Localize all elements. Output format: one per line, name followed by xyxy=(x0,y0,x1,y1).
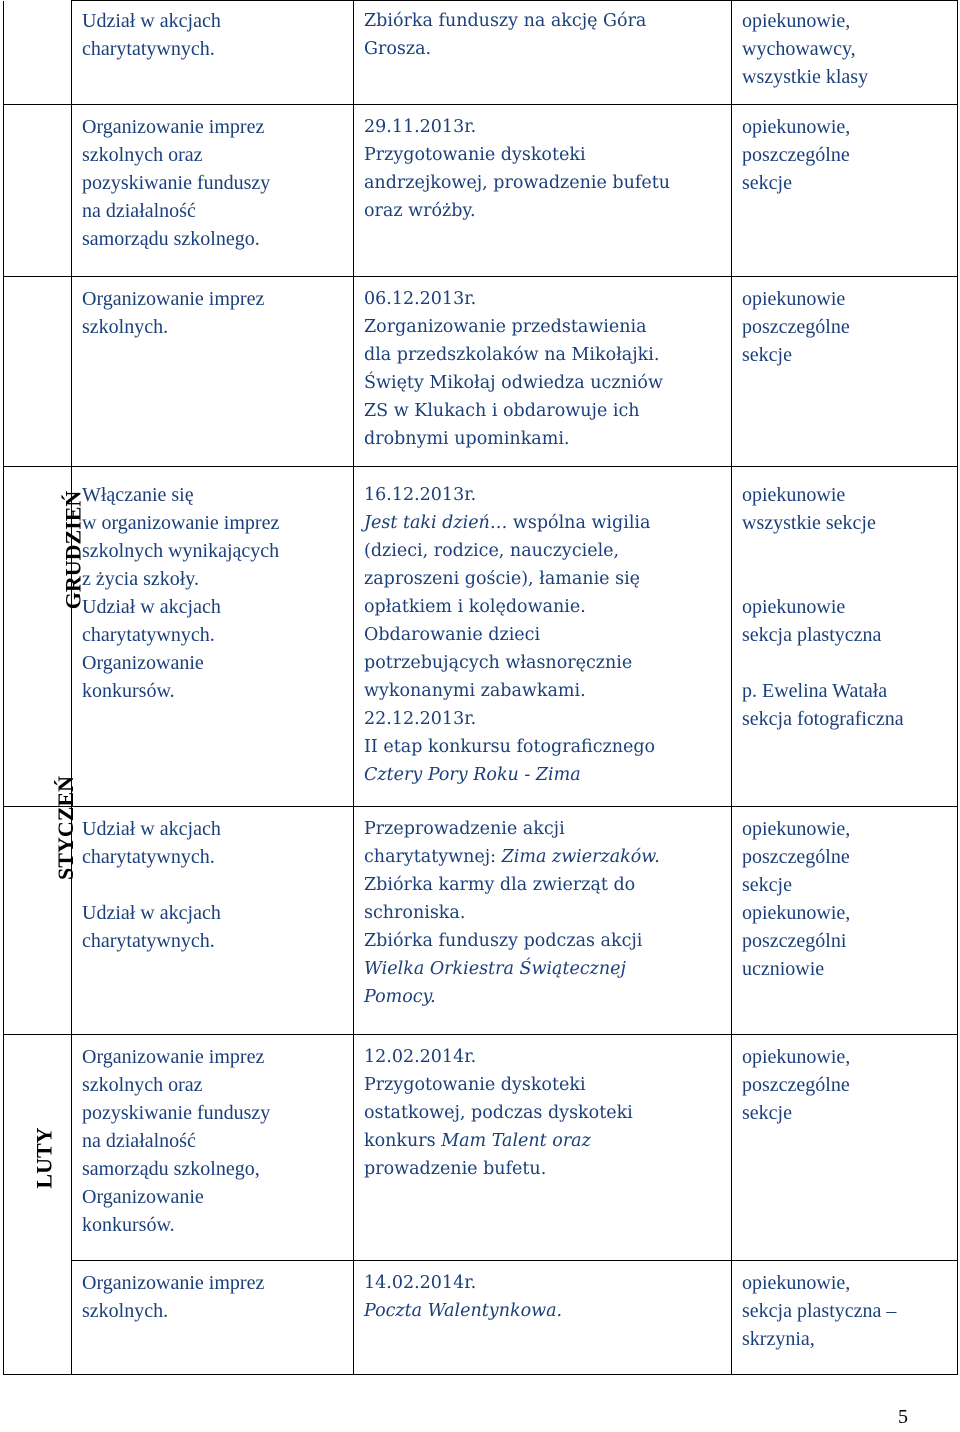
task-cell xyxy=(354,807,732,1035)
task-text xyxy=(364,955,721,983)
task-text: Przygotowanie dyskoteki xyxy=(364,145,586,165)
resp-text: sekcje xyxy=(742,344,792,366)
task-text-rest: wspólna wigilia xyxy=(507,513,651,533)
task-date: 22.12.2013r. xyxy=(364,709,477,729)
goal-text: Udział w akcjach xyxy=(82,10,221,32)
resp-text: skrzynia, xyxy=(742,1328,815,1350)
goal-cell xyxy=(72,1261,354,1375)
task-text-plain: charytatywnej: xyxy=(364,847,502,867)
goal-text: z życia szkoły. xyxy=(82,568,199,590)
resp-text: poszczególne xyxy=(742,846,850,868)
resp-text: sekcja fotograficzna xyxy=(742,708,904,730)
goal-text: Włączanie się xyxy=(82,484,194,506)
goal-text: Udział w akcjach xyxy=(82,818,221,840)
resp-cell xyxy=(732,467,958,807)
task-text xyxy=(364,509,721,537)
table-row xyxy=(4,1035,958,1261)
task-text xyxy=(364,761,721,789)
event-title: Pomocy. xyxy=(364,987,436,1007)
resp-text: poszczególne xyxy=(742,316,850,338)
task-text: andrzejkowej, prowadzenie bufetu xyxy=(364,173,670,193)
task-cell xyxy=(354,1261,732,1375)
goal-text: szkolnych wynikających xyxy=(82,540,280,562)
resp-cell xyxy=(732,277,958,467)
goal-text: charytatywnych. xyxy=(82,846,215,868)
goal-text: charytatywnych. xyxy=(82,38,215,60)
month-cell xyxy=(4,776,78,1035)
task-text: Zbiórka karmy dla zwierząt do xyxy=(364,875,636,895)
goal-cell xyxy=(72,1035,354,1261)
resp-text: wychowawcy, xyxy=(742,38,856,60)
task-text: drobnymi upominkami. xyxy=(364,429,570,449)
task-text: Zbiórka funduszy na akcję Góra xyxy=(364,11,647,31)
event-title: Poczta Walentynkowa. xyxy=(364,1301,563,1321)
resp-text: sekcje xyxy=(742,172,792,194)
task-date: 12.02.2014r. xyxy=(364,1047,477,1067)
task-text xyxy=(364,1127,721,1155)
task-date: 14.02.2014r. xyxy=(364,1273,477,1293)
goal-text: pozyskiwanie funduszy xyxy=(82,1102,271,1124)
month-cell xyxy=(4,277,72,467)
resp-text: opiekunowie, xyxy=(742,818,851,840)
table-row xyxy=(4,105,958,277)
resp-text: opiekunowie, xyxy=(742,10,851,32)
month-label: GRUDZIEŃ xyxy=(60,490,86,610)
goal-text: pozyskiwanie funduszy xyxy=(82,172,271,194)
page-number: 5 xyxy=(898,1406,908,1428)
task-text: oraz wróżby. xyxy=(364,201,476,221)
goal-text: szkolnych oraz xyxy=(82,144,203,166)
goal-text: Organizowanie imprez xyxy=(82,288,265,310)
resp-text: opiekunowie, xyxy=(742,1046,851,1068)
resp-text: wszystkie sekcje xyxy=(742,512,876,534)
resp-text: opiekunowie, xyxy=(742,1272,851,1294)
resp-text: opiekunowie xyxy=(742,596,846,618)
event-title: Cztery Pory Roku - Zima xyxy=(364,765,581,785)
month-cell xyxy=(4,105,72,277)
task-date: 16.12.2013r. xyxy=(364,485,477,505)
month-label: LUTY xyxy=(31,1127,57,1189)
plan-table xyxy=(3,0,958,1375)
resp-text: opiekunowie xyxy=(742,288,846,310)
goal-text: Organizowanie imprez xyxy=(82,1046,265,1068)
goal-text: Udział w akcjach xyxy=(82,902,221,924)
resp-text: opiekunowie xyxy=(742,484,846,506)
goal-text: Organizowanie xyxy=(82,652,204,674)
resp-text: opiekunowie, xyxy=(742,116,851,138)
goal-cell xyxy=(72,467,354,807)
resp-cell xyxy=(732,807,958,1035)
month-cell xyxy=(4,1,72,105)
task-text xyxy=(364,843,721,871)
resp-text: sekcja plastyczna xyxy=(742,624,882,646)
goal-cell xyxy=(72,105,354,277)
goal-text: szkolnych. xyxy=(82,316,169,338)
task-text: schroniska. xyxy=(364,903,466,923)
task-cell xyxy=(354,1035,732,1261)
task-text xyxy=(364,983,721,1011)
event-title: Mam Talent oraz xyxy=(441,1131,591,1151)
goal-text: w organizowanie imprez xyxy=(82,512,280,534)
task-date: 29.11.2013r. xyxy=(364,117,477,137)
goal-cell xyxy=(72,807,354,1035)
task-text: dla przedszkolaków na Mikołajki. xyxy=(364,345,660,365)
task-text: zaproszeni goście), łamanie się xyxy=(364,569,641,589)
task-text: II etap konkursu fotograficznego xyxy=(364,737,656,757)
task-text: wykonanymi zabawkami. xyxy=(364,681,586,701)
event-title: Jest taki dzień… xyxy=(364,513,508,533)
task-text-plain: konkurs xyxy=(364,1131,442,1151)
task-text: Zorganizowanie przedstawienia xyxy=(364,317,647,337)
resp-text: sekcja plastyczna – xyxy=(742,1300,897,1322)
task-text: prowadzenie bufetu. xyxy=(364,1159,547,1179)
task-cell xyxy=(354,105,732,277)
resp-text: wszystkie klasy xyxy=(742,66,869,88)
task-text: Zbiórka funduszy podczas akcji xyxy=(364,931,643,951)
task-cell xyxy=(354,467,732,807)
goal-text: szkolnych. xyxy=(82,1300,169,1322)
resp-text: p. Ewelina Watała xyxy=(742,680,888,702)
goal-text: konkursów. xyxy=(82,1214,175,1236)
task-text: opłatkiem i kolędowanie. xyxy=(364,597,586,617)
task-text: (dzieci, rodzice, nauczyciele, xyxy=(364,541,620,561)
resp-cell xyxy=(732,1,958,105)
resp-text: sekcje xyxy=(742,874,792,896)
table-row xyxy=(4,807,958,1035)
resp-text: opiekunowie, xyxy=(742,902,851,924)
task-text: ZS w Klukach i obdarowuje ich xyxy=(364,401,640,421)
table-row xyxy=(4,1261,958,1375)
task-text: Obdarowanie dzieci xyxy=(364,625,541,645)
goal-text: samorządu szkolnego. xyxy=(82,228,260,250)
task-text xyxy=(364,1297,721,1325)
task-text: potrzebujących własnoręcznie xyxy=(364,653,633,673)
task-text: Grosza. xyxy=(364,39,432,59)
goal-text: na działalność xyxy=(82,200,196,222)
month-label: STYCZEŃ xyxy=(52,776,78,880)
goal-text: Organizowanie imprez xyxy=(82,116,265,138)
resp-cell xyxy=(732,105,958,277)
resp-cell xyxy=(732,1035,958,1261)
task-cell xyxy=(354,1,732,105)
table-row xyxy=(4,467,958,807)
goal-text: charytatywnych. xyxy=(82,930,215,952)
goal-text: Organizowanie imprez xyxy=(82,1272,265,1294)
resp-text: poszczególne xyxy=(742,144,850,166)
month-cell xyxy=(4,467,86,807)
goal-text: konkursów. xyxy=(82,680,175,702)
goal-cell xyxy=(72,277,354,467)
resp-text: poszczególni xyxy=(742,930,847,952)
event-title: Zima zwierzaków. xyxy=(501,847,660,867)
task-text: Przeprowadzenie akcji xyxy=(364,819,565,839)
goal-text: na działalność xyxy=(82,1130,196,1152)
goal-cell xyxy=(72,1,354,105)
table-row xyxy=(4,277,958,467)
resp-text: sekcje xyxy=(742,1102,792,1124)
goal-text: szkolnych oraz xyxy=(82,1074,203,1096)
month-cell xyxy=(4,1035,72,1375)
resp-text: poszczególne xyxy=(742,1074,850,1096)
goal-text: samorządu szkolnego, xyxy=(82,1158,260,1180)
resp-cell xyxy=(732,1261,958,1375)
table-row xyxy=(4,1,958,105)
goal-text: charytatywnych. xyxy=(82,624,215,646)
goal-text: Udział w akcjach xyxy=(82,596,221,618)
task-text: Święty Mikołaj odwiedza uczniów xyxy=(364,373,663,393)
resp-text: uczniowie xyxy=(742,958,825,980)
task-cell xyxy=(354,277,732,467)
event-title: Wielka Orkiestra Świątecznej xyxy=(364,959,626,979)
goal-text: Organizowanie xyxy=(82,1186,204,1208)
task-text: ostatkowej, podczas dyskoteki xyxy=(364,1103,633,1123)
task-text: Przygotowanie dyskoteki xyxy=(364,1075,586,1095)
task-date: 06.12.2013r. xyxy=(364,289,477,309)
